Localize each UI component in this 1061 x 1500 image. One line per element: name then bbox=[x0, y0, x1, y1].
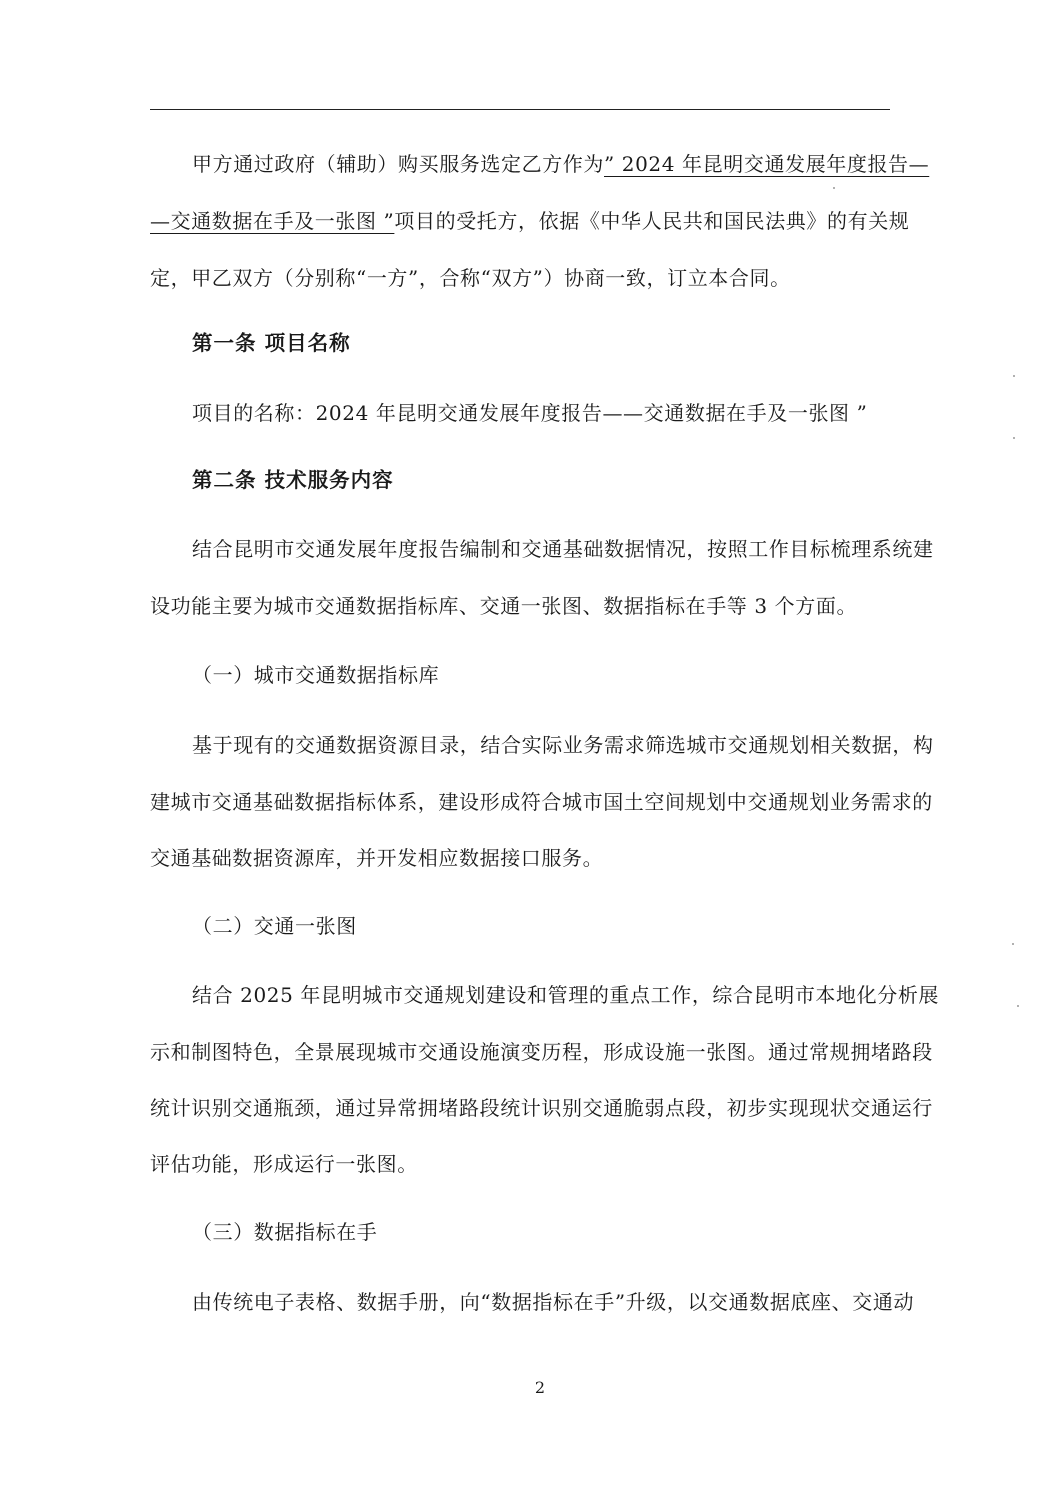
scan-speck bbox=[833, 187, 835, 189]
section-1-line-3: 交通基础数据资源库，并开发相应数据接口服务。 bbox=[150, 846, 604, 870]
section-1-line-2: 建城市交通基础数据指标体系，建设形成符合城市国土空间规划中交通规划业务需求的 bbox=[150, 790, 933, 814]
section-3-title: （三）数据指标在手 bbox=[192, 1220, 378, 1244]
intro-line-1 bbox=[192, 149, 930, 179]
project-name-underlined-part2: —交通数据在手及一张图 ” bbox=[150, 209, 395, 233]
section-2-line-2: 示和制图特色，全景展现城市交通设施演变历程，形成设施一张图。通过常规拥堵路段 bbox=[150, 1040, 933, 1064]
article-2-heading: 第二条 技术服务内容 bbox=[192, 468, 394, 492]
scan-speck bbox=[1017, 1005, 1019, 1007]
section-1-line-1: 基于现有的交通数据资源目录，结合实际业务需求筛选城市交通规划相关数据，构 bbox=[192, 733, 934, 757]
section-2-line-3: 统计识别交通瓶颈，通过异常拥堵路段统计识别交通脆弱点段，初步实现现状交通运行 bbox=[150, 1096, 933, 1120]
scan-speck bbox=[1013, 375, 1015, 377]
scan-speck bbox=[1012, 943, 1014, 945]
header-rule bbox=[150, 109, 890, 110]
section-2-line-4: 评估功能，形成运行一张图。 bbox=[150, 1152, 418, 1176]
project-name-underlined-part1: ” 2024 年昆明交通发展年度报告— bbox=[604, 152, 930, 176]
article-1-heading: 第一条 项目名称 bbox=[192, 331, 351, 355]
intro-line-1-text: 甲方通过政府（辅助）购买服务选定乙方作为 bbox=[192, 152, 604, 176]
section-1-title: （一）城市交通数据指标库 bbox=[192, 663, 440, 687]
page-number: 2 bbox=[534, 1378, 546, 1397]
intro-line-3: 定，甲乙双方（分别称“一方”，合称“双方”）协商一致，订立本合同。 bbox=[150, 266, 791, 290]
article-2-intro-line-2: 设功能主要为城市交通数据指标库、交通一张图、数据指标在手等 3 个方面。 bbox=[150, 594, 858, 618]
section-2-line-1: 结合 2025 年昆明城市交通规划建设和管理的重点工作，综合昆明市本地化分析展 bbox=[192, 983, 940, 1007]
scan-speck bbox=[1013, 437, 1015, 439]
section-2-title: （二）交通一张图 bbox=[192, 914, 357, 938]
intro-line-2 bbox=[150, 206, 910, 236]
article-1-text: 项目的名称：2024 年昆明交通发展年度报告——交通数据在手及一张图 ” bbox=[192, 401, 868, 425]
section-3-line-1: 由传统电子表格、数据手册，向“数据指标在手”升级，以交通数据底座、交通动 bbox=[192, 1290, 915, 1314]
article-2-intro-line-1: 结合昆明市交通发展年度报告编制和交通基础数据情况，按照工作目标梳理系统建 bbox=[192, 537, 934, 561]
intro-line-2-text: 项目的受托方，依据《中华人民共和国民法典》的有关规 bbox=[394, 209, 910, 233]
